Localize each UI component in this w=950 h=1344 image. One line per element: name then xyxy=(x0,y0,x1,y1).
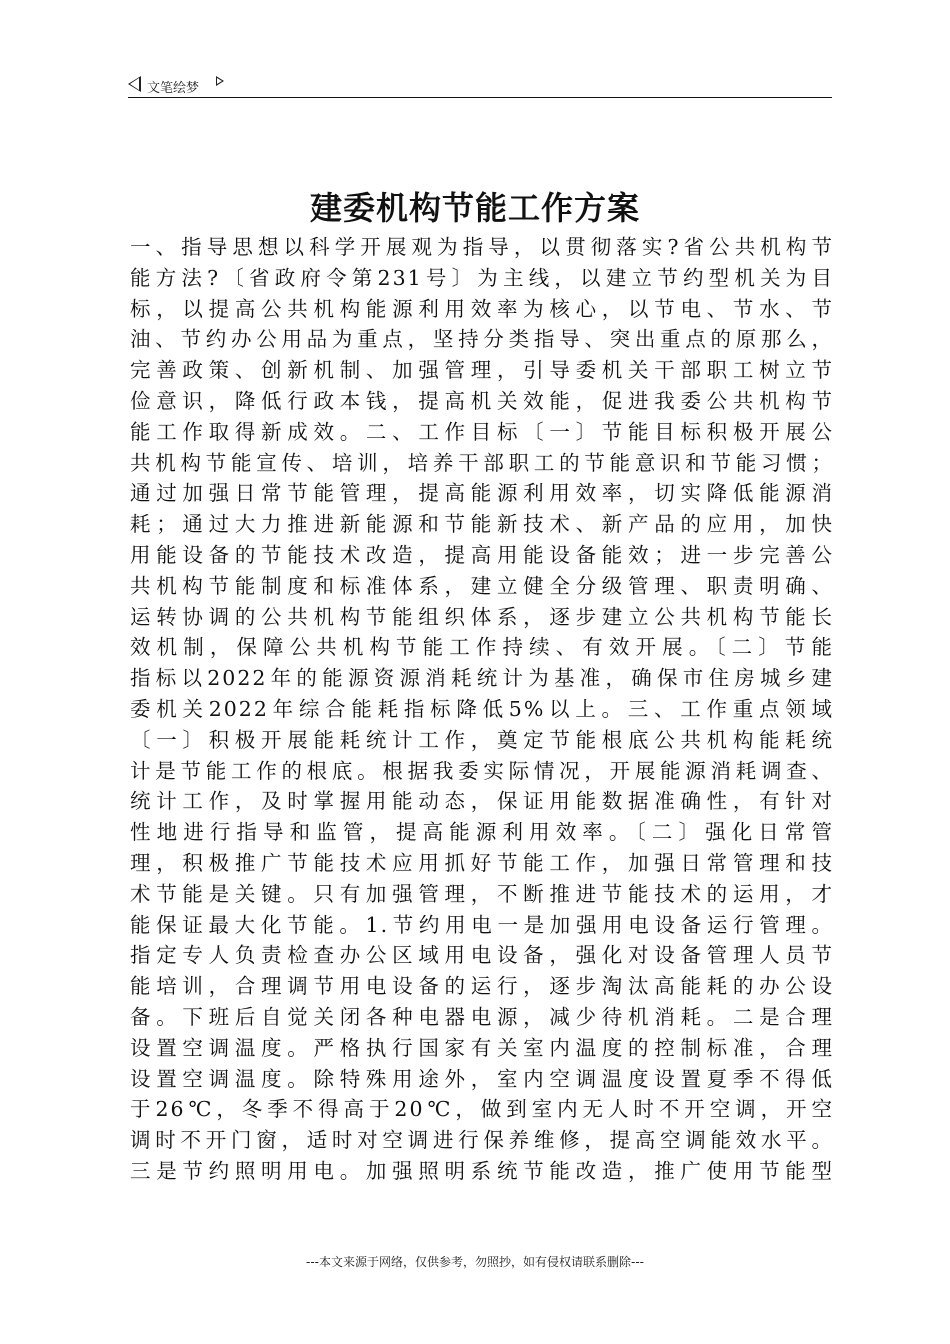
body-line: 耗；通过大力推进新能源和节能新技术、新产品的应用，加快 xyxy=(130,512,834,537)
body-line: 计是节能工作的根底。根据我委实际情况，开展能源消耗调查、 xyxy=(130,758,834,783)
body-line: 能方法?〔省政府令第231号〕为主线，以建立节约型机关为目 xyxy=(130,265,834,290)
page-footer: ---本文来源于网络，仅供参考，勿照抄，如有侵权请联系删除--- xyxy=(306,1255,644,1269)
body-line: 设置空调温度。严格执行国家有关室内温度的控制标准，合理 xyxy=(130,1035,834,1060)
right-triangle-icon xyxy=(216,76,224,86)
body-line: 完善政策、创新机制、加强管理，引导委机关干部职工树立节 xyxy=(130,358,834,383)
body-line: 三是节约照明用电。加强照明系统节能改造，推广使用节能型 xyxy=(130,1158,834,1183)
left-triangle-icon xyxy=(128,76,141,92)
body-line: 用能设备的节能技术改造，提高用能设备能效；进一步完善公 xyxy=(130,542,834,567)
body-line: 共机构节能宣传、培训，培养干部职工的节能意识和节能习惯； xyxy=(130,450,834,475)
body-line: 性地进行指导和监管，提高能源利用效率。〔二〕强化日常管 xyxy=(130,820,834,845)
body-line: 设置空调温度。除特殊用途外，室内空调温度设置夏季不得低 xyxy=(130,1066,834,1091)
document-title: 建委机构节能工作方案 xyxy=(309,189,640,227)
body-line: 理，积极推广节能技术应用抓好节能工作，加强日常管理和技 xyxy=(130,850,834,875)
body-line: 术节能是关键。只有加强管理，不断推进节能技术的运用，才 xyxy=(130,881,834,906)
body-line: 能培训，合理调节用电设备的运行，逐步淘汰高能耗的办公设 xyxy=(130,974,834,999)
body-line: 〔一〕积极开展能耗统计工作，奠定节能根底公共机构能耗统 xyxy=(130,727,834,752)
body-line: 运转协调的公共机构节能组织体系，逐步建立公共机构节能长 xyxy=(130,604,834,629)
body-line: 指定专人负责检查办公区域用电设备，强化对设备管理人员节 xyxy=(130,943,834,968)
body-line: 调时不开门窗，适时对空调进行保养维修，提高空调能效水平。 xyxy=(130,1128,834,1153)
document-body xyxy=(130,232,834,1187)
body-line: 统计工作，及时掌握用能动态，保证用能数据准确性，有针对 xyxy=(130,789,834,814)
body-line: 于26℃，冬季不得高于20℃，做到室内无人时不开空调，开空 xyxy=(130,1097,834,1122)
body-line: 能保证最大化节能。1.节约用电一是加强用电设备运行管理。 xyxy=(130,912,834,937)
body-line: 备。下班后自觉关闭各种电器电源，减少待机消耗。二是合理 xyxy=(130,1004,834,1029)
body-line: 效机制，保障公共机构节能工作持续、有效开展。〔二〕节能 xyxy=(130,635,834,660)
body-line: 共机构节能制度和标准体系，建立健全分级管理、职责明确、 xyxy=(130,573,834,598)
page-header xyxy=(128,74,832,98)
body-line: 一、指导思想以科学开展观为指导，以贯彻落实?省公共机构节 xyxy=(130,235,834,259)
body-line: 油、节约办公用品为重点，坚持分类指导、突出重点的原那么， xyxy=(130,327,834,352)
body-line: 标，以提高公共机构能源利用效率为核心，以节电、节水、节 xyxy=(130,296,834,321)
header-divider xyxy=(128,97,832,98)
header-brand: 文笔绘梦 xyxy=(147,81,200,96)
body-line: 通过加强日常节能管理，提高能源利用效率，切实降低能源消 xyxy=(130,481,834,506)
body-line: 指标以2022年的能源资源消耗统计为基准，确保市住房城乡建 xyxy=(130,666,834,691)
body-line: 能工作取得新成效。二、工作目标〔一〕节能目标积极开展公 xyxy=(130,419,834,444)
body-line: 俭意识，降低行政本钱，提高机关效能，促进我委公共机构节 xyxy=(130,388,834,413)
body-line: 委机关2022年综合能耗指标降低5%以上。三、工作重点领域 xyxy=(130,696,834,721)
